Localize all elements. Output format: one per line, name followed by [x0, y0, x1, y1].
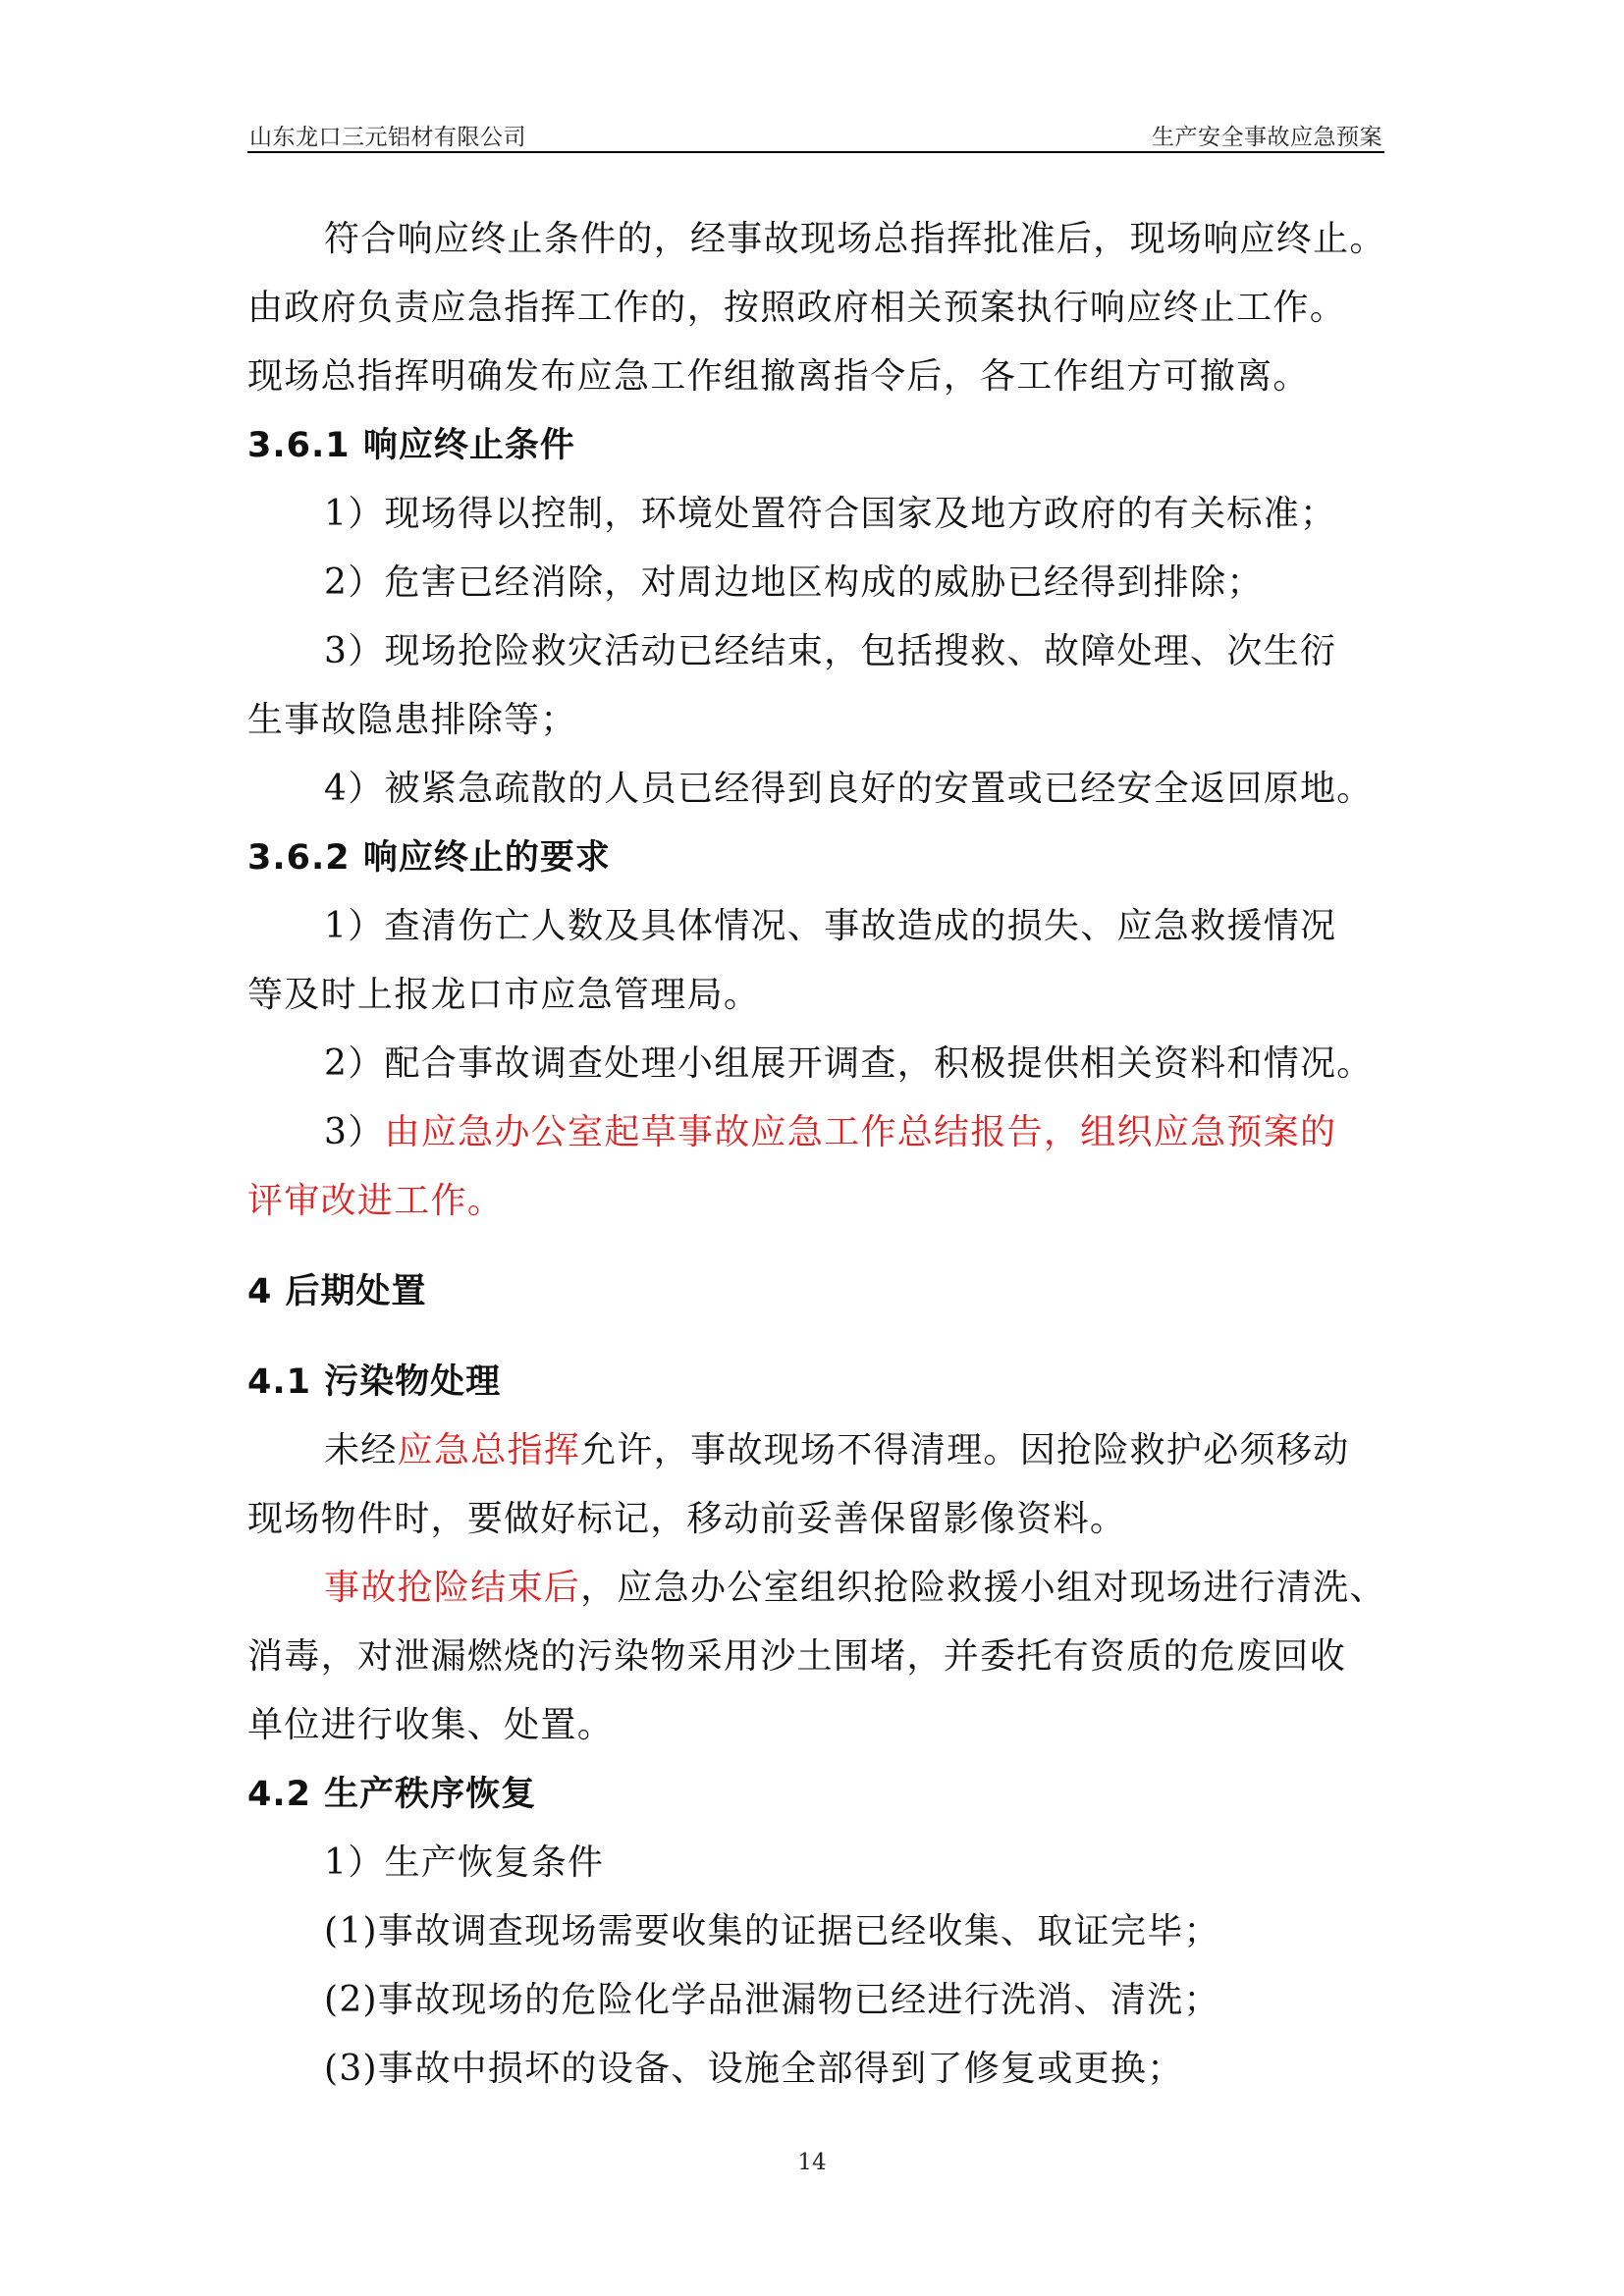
paragraph-line: 符合响应终止条件的，经事故现场总指挥批准后，现场响应终止。 [324, 219, 1386, 259]
list-item-continuation: 等及时上报龙口市应急管理局。 [247, 975, 761, 1015]
paragraph-line: 消毒，对泄漏燃烧的污染物采用沙土围堵，并委托有资质的危废回收 [247, 1636, 1347, 1677]
page-header [247, 116, 1384, 153]
text-span: 允许，事故现场不得清理。因抢险救护必须移动 [580, 1430, 1350, 1470]
highlighted-text: 评审改进工作。 [247, 1181, 505, 1221]
paragraph-line: 现场总指挥明确发布应急工作组撤离指令后，各工作组方可撤离。 [247, 356, 1310, 397]
list-item: 1）生产恢复条件 [324, 1842, 605, 1883]
section-heading-4-2: 4.2 生产秩序恢复 [247, 1775, 537, 1814]
list-item-number: 3） [324, 1112, 385, 1152]
section-heading-4-1: 4.1 污染物处理 [247, 1362, 502, 1402]
highlighted-text: 由应急办公室起草事故应急工作总结报告，组织应急预案的 [384, 1112, 1337, 1152]
list-item: 2）配合事故调查处理小组展开调查，积极提供相关资料和情况。 [324, 1043, 1374, 1084]
paragraph-line: 由政府负责应急指挥工作的，按照政府相关预案执行响应终止工作。 [247, 288, 1347, 328]
page-number: 14 [797, 2150, 827, 2175]
list-item-continuation: 生事故隐患排除等； [247, 700, 577, 740]
header-company-name: 山东龙口三元铝材有限公司 [249, 125, 526, 150]
list-item: 1）查清伤亡人数及具体情况、事故造成的损失、应急救援情况 [324, 906, 1337, 946]
header-document-title: 生产安全事故应急预案 [1152, 125, 1382, 150]
section-heading-3-6-1: 3.6.1 响应终止条件 [247, 426, 575, 465]
paragraph-line [324, 1427, 1349, 1474]
text-span: 未经 [324, 1430, 398, 1470]
section-heading-4: 4 后期处置 [247, 1272, 427, 1311]
list-item: (1)事故调查现场需要收集的证据已经收集、取证完毕； [324, 1911, 1220, 1951]
paragraph-line [324, 1565, 1386, 1612]
highlighted-text: 应急总指挥 [397, 1430, 581, 1470]
list-item: 1）现场得以控制，环境处置符合国家及地方政府的有关标准； [324, 494, 1337, 534]
paragraph-line: 现场物件时，要做好标记，移动前妥善保留影像资料。 [247, 1499, 1127, 1539]
section-heading-3-6-2: 3.6.2 响应终止的要求 [247, 838, 611, 878]
list-item [324, 1109, 1336, 1156]
list-item: 2）危害已经消除，对周边地区构成的威胁已经得到排除； [324, 562, 1264, 603]
list-item: 3）现场抢险救灾活动已经结束，包括搜救、故障处理、次生衍 [324, 631, 1337, 671]
highlighted-text: 事故抢险结束后 [324, 1568, 581, 1608]
text-span: ，应急办公室组织抢险救援小组对现场进行清洗、 [580, 1568, 1386, 1608]
list-item: (2)事故现场的危险化学品泄漏物已经进行洗消、清洗； [324, 1980, 1220, 2020]
paragraph-line: 单位进行收集、处置。 [247, 1705, 615, 1745]
list-item: (3)事故中损坏的设备、设施全部得到了修复或更换； [324, 2049, 1184, 2089]
list-item: 4）被紧急疏散的人员已经得到良好的安置或已经安全返回原地。 [324, 769, 1374, 809]
